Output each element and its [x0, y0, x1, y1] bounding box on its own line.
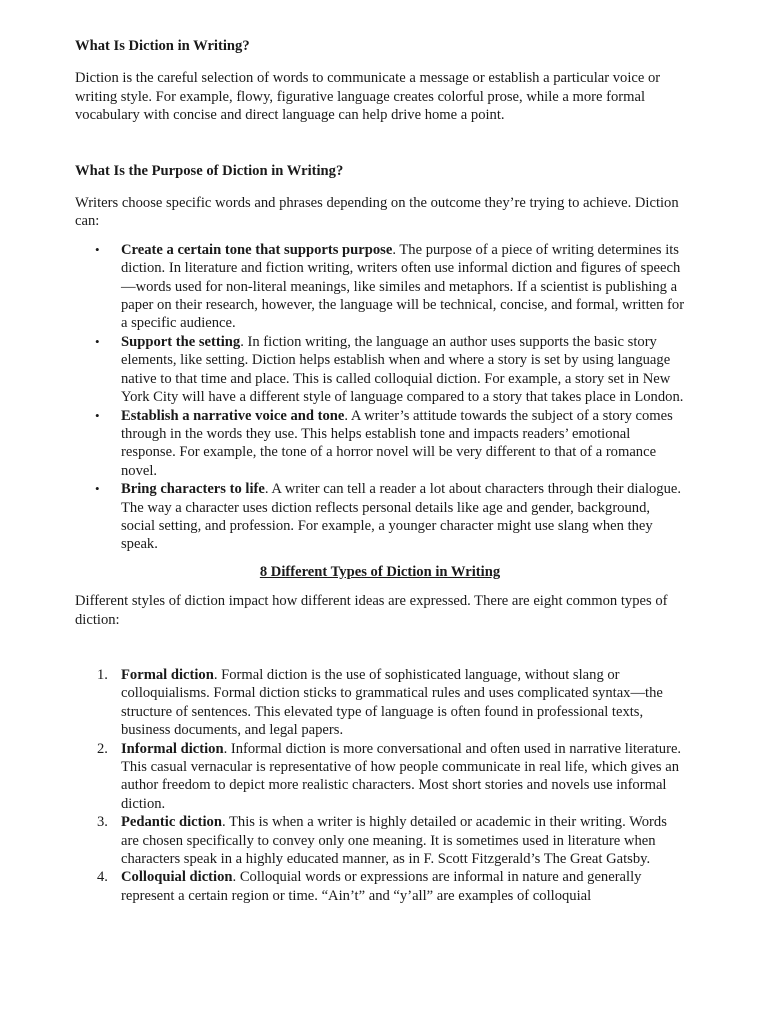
paragraph-purpose-intro: Writers choose specific words and phrases depending on the outcome they’re trying to achieve. Diction can:	[75, 195, 679, 230]
list-item-bold: Formal diction	[121, 666, 214, 683]
list-item-text: . The purpose of a piece of writing determines its diction. In literature and fiction writing, writers often use informal diction and figures of speech—words used for non-literal meanings, like similes and metaphors. If a scientist is publishing a paper on their research, however, the language will be technical, concise, and formal, written for a specific audience.	[121, 241, 685, 332]
types-numbered-list	[75, 666, 685, 905]
list-item	[75, 666, 685, 740]
list-item-bold: Create a certain tone that supports purpose	[121, 241, 393, 258]
list-item	[75, 868, 685, 905]
heading-what-is-diction: What Is Diction in Writing?	[75, 38, 250, 54]
list-item-bold: Pedantic diction	[121, 814, 222, 831]
paragraph-types-intro: Different styles of diction impact how different ideas are expressed. There are eight common types of diction:	[75, 593, 668, 628]
list-item-text: . Informal diction is more conversational and often used in narrative literature. This casual vernacular is representative of how people communicate in real life, which gives an author freedom to depict more realistic characters. Most short stories and novels use informal diction.	[121, 740, 682, 812]
list-item-text: . Formal diction is the use of sophisticated language, without slang or colloquialisms. Formal diction sticks to grammatical rules and uses complicated syntax—the structure of sentences. This elevated type of language is often found in professional texts, business documents, and legal papers.	[121, 666, 663, 739]
list-item-bold: Colloquial diction	[121, 869, 233, 886]
list-item	[75, 480, 685, 554]
heading-purpose-of-diction: What Is the Purpose of Diction in Writing?	[75, 162, 344, 179]
list-item-text: . A writer’s attitude towards the subject of a story comes through in the words they use. This helps establish tone and impacts readers’ emotional response. For example, the tone of a horror novel will be very different to that of a romance novel.	[121, 407, 673, 479]
bullet-icon: •	[95, 481, 100, 497]
list-item	[75, 740, 685, 814]
bullet-icon: •	[95, 241, 100, 257]
list-item-text: . A writer can tell a reader a lot about characters through their dialogue. The way a character uses diction reflects personal details like age and gender, background, social setting, and profession. For example, a younger character might use slang when they speak.	[121, 481, 682, 553]
list-item-text: . This is when a writer is highly detailed or academic in their writing. Words are chosen specifically to convey only one meaning. It is sometimes used in literature when characters speak in a highly educated manner, as in F. Scott Fitzgerald’s The Great Gatsby.	[121, 814, 667, 868]
bullet-icon: •	[95, 333, 100, 349]
list-item	[75, 241, 685, 333]
list-item-number: 1.	[97, 666, 108, 683]
list-item-number: 3.	[97, 814, 108, 831]
list-item-bold: Establish a narrative voice and tone	[121, 407, 345, 424]
bullet-icon: •	[95, 407, 100, 423]
heading-types-of-diction: 8 Different Types of Diction in Writing	[259, 563, 501, 580]
list-item-number: 4.	[97, 869, 108, 886]
list-item	[75, 813, 685, 868]
list-item	[75, 333, 685, 407]
paragraph-diction-definition: Diction is the careful selection of words to communicate a message or establish a particular voice or writing style. For example, flowy, figurative language creates colorful prose, while a more formal vocabulary with concise and direct language can help drive home a point.	[75, 70, 661, 124]
list-item-text: . Colloquial words or expressions are informal in nature and generally represent a certain region or time. “Ain’t” and “y’all” are examples of colloquial	[121, 869, 642, 904]
list-item-bold: Informal diction	[121, 740, 224, 757]
document-page	[75, 37, 685, 905]
list-item-number: 2.	[97, 740, 108, 757]
list-item-bold: Bring characters to life	[121, 481, 265, 498]
list-item-bold: Support the setting	[121, 333, 241, 350]
list-item-text: . In fiction writing, the language an author uses supports the basic story elements, like setting. Diction helps establish when and where a story is set by using language native to that time and place. This is called colloquial diction. For example, a story set in New York City will have a different style of language compared to a story that takes place in London.	[121, 333, 684, 406]
list-item	[75, 407, 685, 481]
purpose-bullet-list	[75, 241, 685, 554]
